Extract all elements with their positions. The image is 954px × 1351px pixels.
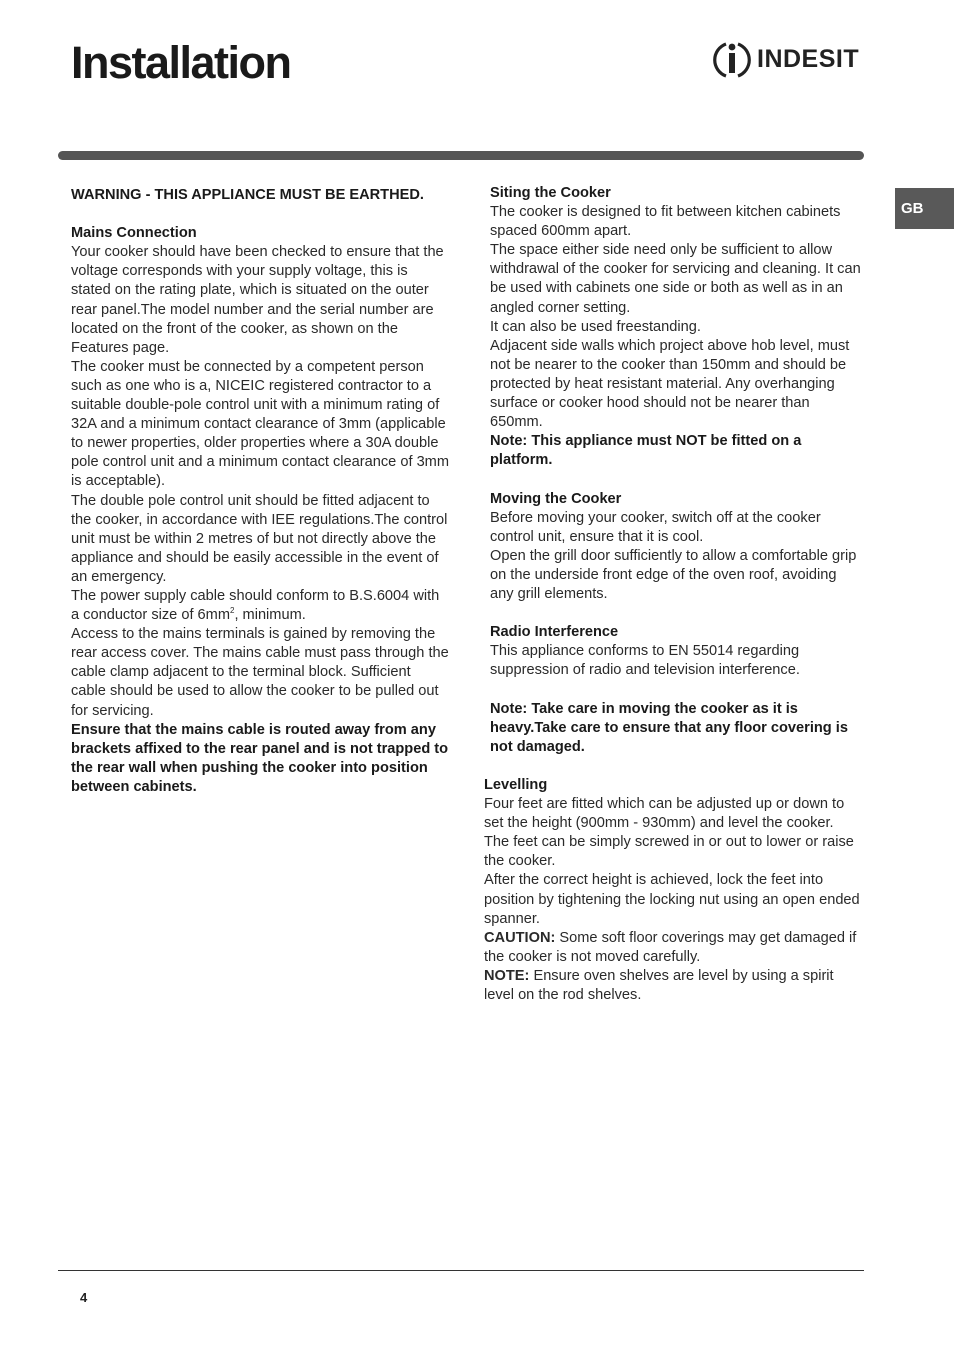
radio-paragraph-1: This appliance conforms to EN 55014 regarding suppression of radio and television interference. [490, 643, 800, 679]
mains-paragraph-2: The cooker must be connected by a competent person such as one who is a, NICEIC registered contractor to a suitable double-pole control unit with a minimum rating of 32A and a minimum contact clearance of 3mm (applicable to newer properties, older properties where a 30A double pole control unit and a minimum contact clearance of 3mm is acceptable). [71, 358, 449, 490]
footer-divider [58, 1270, 864, 1271]
mains-paragraph-3: The double pole control unit should be fitted adjacent to the cooker, in accordance with IEE regulations.The control unit must be within 2 metres of but not directly above the appliance and should be easily accessible in the event of an emergency. [71, 492, 448, 585]
header-divider [58, 151, 864, 160]
language-tab [895, 188, 954, 229]
language-tab-label: GB [901, 200, 924, 217]
moving-paragraph-1: Before moving your cooker, switch off at the cooker control unit, ensure that it is cool. [490, 509, 821, 545]
mains-paragraph-4: The power supply cable should conform to B.S.6004 with a conductor size of $6mm^2$, minimum. [71, 587, 440, 624]
note-label: NOTE: [484, 967, 530, 984]
siting-paragraph-1: The cooker is designed to fit between kitchen cabinets spaced 600mm apart. [490, 204, 841, 240]
note-paragraph: NOTE: Ensure oven shelves are level by using a spirit level on the rod shelves. [484, 967, 834, 1004]
siting-paragraph-4: Adjacent side walls which project above hob level, must not be nearer to the cooker than 150mm and should be protected by heat resistant material. Any overhanging surface or cooker hood should not be nearer than 650mm. [490, 337, 850, 431]
levelling-paragraph-1: Four feet are fitted which can be adjusted up or down to set the height (900mm - 930mm) and level the cooker. [484, 796, 845, 832]
mains-paragraph-1: Your cooker should have been checked to ensure that the voltage corresponds with your supply voltage, this is stated on the rating plate, which is situated on the outer rear panel.The model number and the serial number are located on the front of the cooker, as shown on the Features page. [71, 244, 444, 356]
mains-connection-heading: Mains Connection [71, 225, 197, 242]
siting-paragraph-2: The space either side need only be sufficient to allow withdrawal of the cooker for servicing and cleaning. It can be used with cabinets one side or both as well as in an angled corner setting. [490, 242, 861, 316]
mains-paragraph-5: Access to the mains terminals is gained by removing the rear access cover. The mains cable must pass through the cable clamp adjacent to the terminal block. Sufficient cable should be used to allow the cooker to be pulled out for servicing. [71, 626, 449, 719]
levelling-heading: Levelling [484, 777, 548, 793]
levelling-paragraph-2: The feet can be simply screwed in or out to lower or raise the cooker. [484, 834, 854, 870]
caution-label: CAUTION: [484, 929, 556, 946]
page-number: 4 [80, 1290, 88, 1305]
right-column [490, 184, 862, 757]
left-column [71, 186, 449, 797]
levelling-paragraph-3: After the correct height is achieved, lock the feet into position by tightening the locking nut using an open ended spanner. [484, 872, 860, 927]
radio-note: Note: Take care in moving the cooker as it is heavy.Take care to ensure that any floor covering is not damaged. [490, 700, 848, 755]
indesit-logo-icon [712, 38, 752, 80]
mains-bold-note: Ensure that the mains cable is routed away from any brackets affixed to the rear panel and is not trapped to the rear wall when pushing the cooker into position between cabinets. [71, 721, 449, 795]
levelling-section [484, 776, 862, 1005]
brand-name: INDESIT [757, 45, 860, 73]
moving-heading: Moving the Cooker [490, 490, 622, 507]
brand-logo [712, 37, 859, 81]
siting-heading: Siting the Cooker [490, 185, 611, 201]
radio-heading: Radio Interference [490, 624, 619, 641]
caution-paragraph: CAUTION: Some soft floor coverings may get damaged if the cooker is not moved carefully. [484, 929, 857, 965]
warning-text: WARNING - THIS APPLIANCE MUST BE EARTHED. [71, 187, 424, 203]
moving-paragraph-2: Open the grill door sufficiently to allow a comfortable grip on the underside front edge of the oven roof, avoiding any grill elements. [490, 547, 857, 602]
page-title: Installation [71, 37, 291, 88]
siting-paragraph-3: It can also be used freestanding. [490, 318, 701, 335]
siting-note: Note: This appliance must NOT be fitted on a platform. [490, 433, 802, 469]
